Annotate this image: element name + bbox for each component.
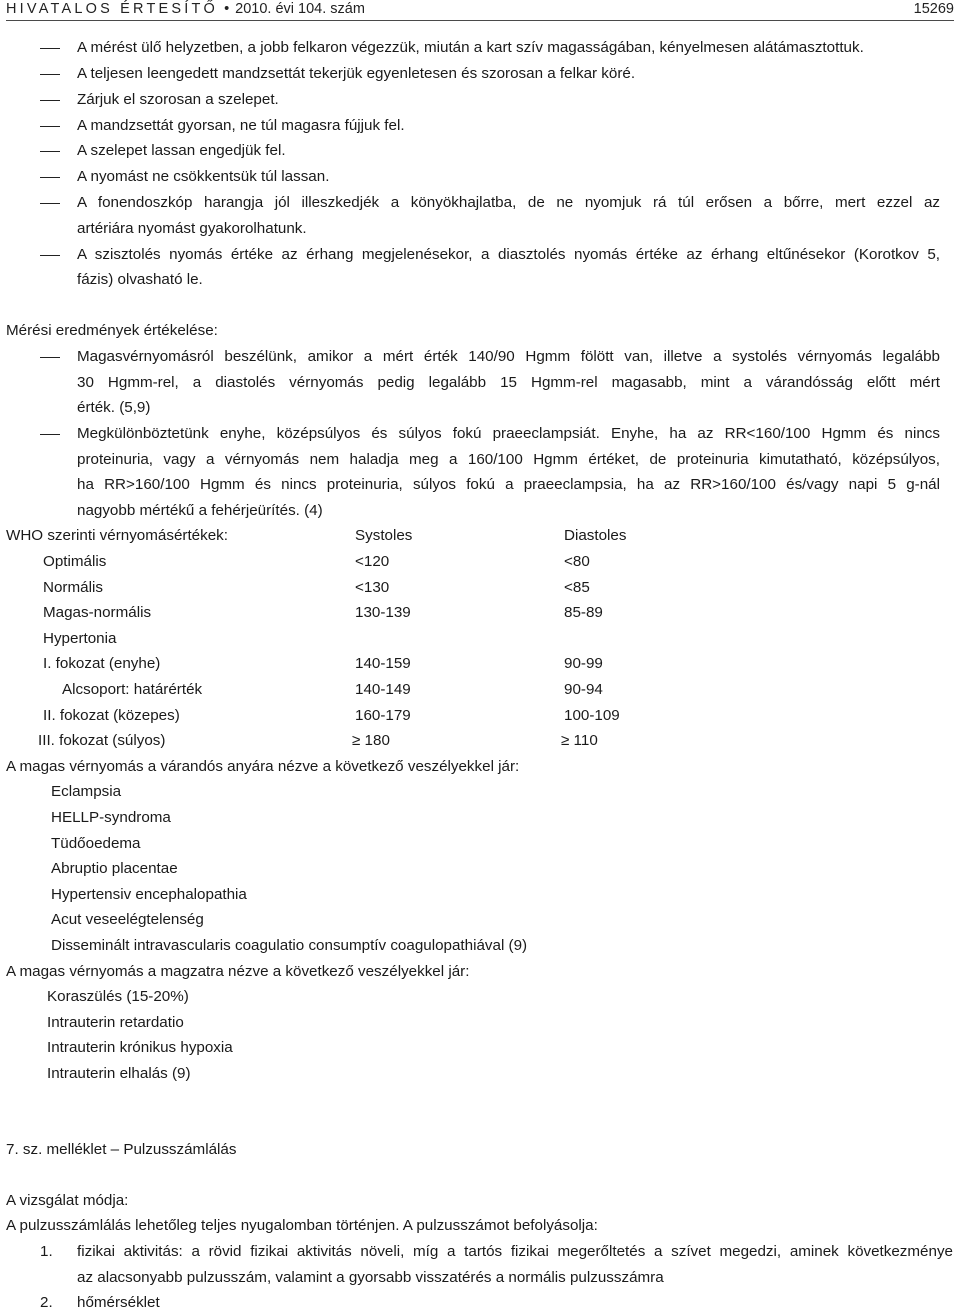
list-dash [40,151,60,152]
evaluation-line: Magasvérnyomásról beszélünk, amikor a mért érték 140/90 Hgmm fölött van, illetve a systolés vérnyomás legalább [77,348,940,365]
procedure-step-line: fázis) olvasható le. [77,271,203,288]
table-cell-diastoles: ≥ 110 [561,732,598,749]
annex-title: 7. sz. melléklet – Pulzusszámlálás [6,1141,237,1158]
list-dash [40,126,60,127]
mother-risk-item: Hypertensiv encephalopathia [51,886,247,903]
evaluation-line: érték. (5,9) [77,399,151,416]
journal-title: HIVATALOS ÉRTESÍTŐ [6,1,219,17]
table-cell-systoles: 140-149 [355,681,411,698]
table-row-label: III. fokozat (súlyos) [38,732,166,749]
table-cell-diastoles: 85-89 [564,604,603,621]
table-cell-systoles: 160-179 [355,707,411,724]
mother-risk-item: Abruptio placentae [51,860,178,877]
running-header [6,0,954,21]
mother-risk-item: Eclampsia [51,783,122,800]
fetus-risk-item: Intrauterin elhalás (9) [47,1065,191,1082]
fetus-risks-heading: A magas vérnyomás a magzatra nézve a következő veszélyekkel jár: [6,963,470,980]
fetus-risk-item: Intrauterin retardatio [47,1014,184,1031]
header-bullet: • [224,1,230,17]
procedure-step: Zárjuk el szorosan a szelepet. [77,91,279,108]
evaluation-line: ha RR>160/100 Hgmm és nincs proteinuria, súlyos fokú a praeeclampsia, ha az RR>160/100 és/vagy napi 5 g-nál [77,476,940,493]
factor-number: 1. [40,1243,53,1260]
mother-risks-heading: A magas vérnyomás a várandós anyára nézve a következő veszélyekkel jár: [6,758,520,775]
table-cell-diastoles: <80 [564,553,590,570]
procedure-step-line: artériára nyomást gyakorolhatunk. [77,220,307,237]
table-row-label: Optimális [43,553,107,570]
table-cell-systoles: <130 [355,579,390,596]
table-row-label: Hypertonia [43,630,117,647]
table-row-label: Alcsoport: határérték [62,681,203,698]
evaluation-line: proteinuria, vagy a vérnyomás nem haladja meg a 160/100 Hgmm értéket, de proteinuria kimutatható, középsúlyos, [77,451,940,468]
procedure-step: A mérést ülő helyzetben, a jobb felkaron végezzük, miután a kart szív magasságában, kényelmesen alátámasztottuk. [77,39,864,56]
list-dash [40,74,60,75]
table-row-label: I. fokozat (enyhe) [43,655,161,672]
procedure-step: A nyomást ne csökkentsük túl lassan. [77,168,330,185]
page-number: 15269 [913,1,954,17]
column-header-diastoles: Diastoles [564,527,627,544]
who-table-heading: WHO szerinti vérnyomásértékek: [6,527,228,544]
evaluation-line: nagyobb mértékű a fehérjeürítés. (4) [77,502,323,519]
table-row-label: Magas-normális [43,604,152,621]
table-cell-diastoles: 90-99 [564,655,603,672]
annex-intro: A pulzusszámlálás lehetőleg teljes nyugalomban történjen. A pulzusszámot befolyásolja: [6,1217,598,1234]
list-dash [40,100,60,101]
mother-risk-item: Tüdőoedema [51,835,141,852]
table-cell-diastoles: 100-109 [564,707,620,724]
list-dash [40,255,60,256]
table-row-label: II. fokozat (közepes) [43,707,180,724]
factor-line: hőmérséklet [77,1294,160,1311]
evaluation-line: 30 Hgmm-rel, a diastolés vérnyomás pedig legalább 15 Hgmm-rel magasabb, mint a várandósság előtt mért [77,374,940,391]
table-cell-diastoles: 90-94 [564,681,603,698]
list-dash [40,203,60,204]
table-cell-systoles: 130-139 [355,604,411,621]
evaluation-heading: Mérési eredmények értékelése: [6,322,218,339]
list-dash [40,434,60,435]
mother-risk-item: HELLP-syndroma [51,809,171,826]
mother-risk-item: Disseminált intravascularis coagulatio consumptív coagulopathiával (9) [51,937,528,954]
list-dash [40,177,60,178]
column-header-systoles: Systoles [355,527,413,544]
procedure-step-line: A fonendoszkóp harangja jól illeszkedjék a könyökhajlatba, de ne nyomjuk rá túl erősen a bőrre, mert ezzel az [77,194,940,211]
evaluation-line: Megkülönböztetünk enyhe, középsúlyos és súlyos fokú praeeclampsiát. Enyhe, ha az RR<160/100 Hgmm és nincs [77,425,940,442]
table-cell-systoles: ≥ 180 [352,732,390,749]
procedure-step: A mandzsettát gyorsan, ne túl magasra fújjuk fel. [77,117,405,134]
factor-line: fizikai aktivitás: a rövid fizikai aktivitás növeli, míg a tartós fizikai megerőltetés a szívet megedzi, aminek következménye [77,1243,953,1260]
list-dash [40,48,60,49]
fetus-risk-item: Koraszülés (15-20%) [47,988,189,1005]
mother-risk-item: Acut veseelégtelenség [51,911,204,928]
list-dash [40,357,60,358]
fetus-risk-item: Intrauterin krónikus hypoxia [47,1039,233,1056]
method-heading: A vizsgálat módja: [6,1192,129,1209]
issue-label: 2010. évi 104. szám [235,1,365,17]
procedure-step: A szelepet lassan engedjük fel. [77,142,286,159]
table-cell-systoles: <120 [355,553,390,570]
procedure-step-line: A szisztolés nyomás értéke az érhang megjelenésekor, a diasztolés nyomás értéke az érhang eltűnésekor (Korotkov 5, [77,246,940,263]
procedure-step: A teljesen leengedett mandzsettát tekerjük egyenletesen és szorosan a felkar köré. [77,65,636,82]
factor-number: 2. [40,1294,53,1311]
table-cell-diastoles: <85 [564,579,590,596]
table-row-label: Normális [43,579,103,596]
factor-line: az alacsonyabb pulzusszám, valamint a gyorsabb visszatérés a normális pulzusszámra [77,1269,664,1286]
table-cell-systoles: 140-159 [355,655,411,672]
